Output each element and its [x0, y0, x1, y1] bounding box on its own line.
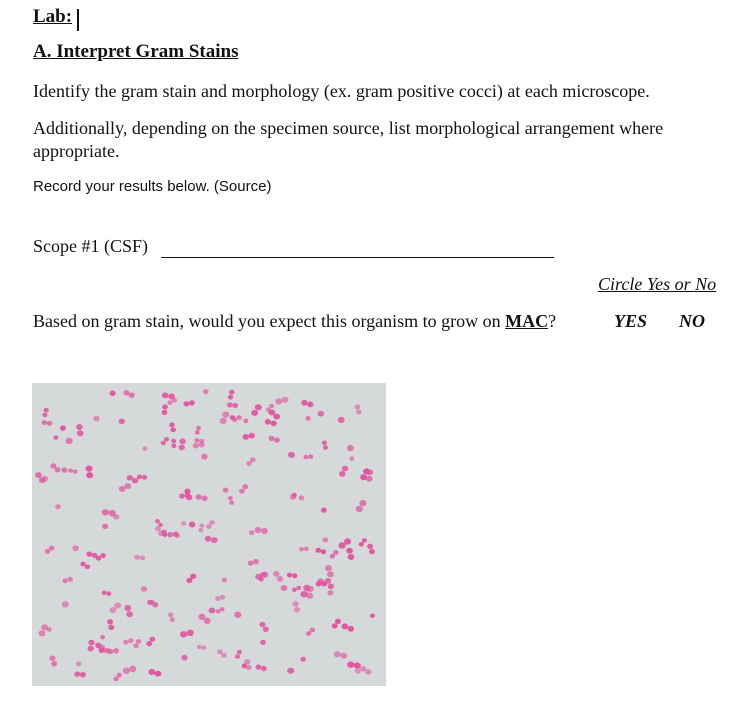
coccus-cell — [170, 617, 175, 622]
coccus-cell — [327, 590, 333, 595]
coccus-cell — [229, 390, 234, 395]
coccus-cell — [44, 408, 49, 413]
mac-question — [33, 311, 556, 332]
record-prompt: Record your results below. (Source) — [33, 178, 272, 195]
coccus-cell — [86, 552, 92, 557]
coccus-cell — [113, 648, 119, 653]
scope-1-label: Scope #1 (CSF) — [33, 236, 149, 256]
coccus-cell — [35, 472, 42, 478]
coccus-cell — [362, 538, 367, 543]
coccus-cell — [369, 549, 375, 554]
coccus-cell — [370, 614, 375, 618]
coccus-cell — [316, 548, 322, 553]
coccus-cell — [359, 542, 364, 547]
coccus-cell — [321, 549, 327, 554]
coccus-cell — [194, 438, 199, 443]
coccus-cell — [234, 612, 241, 618]
coccus-cell — [228, 496, 233, 500]
coccus-cell — [80, 562, 85, 567]
coccus-cell — [60, 425, 66, 430]
coccus-cell — [274, 437, 280, 442]
coccus-cell — [181, 655, 187, 661]
coccus-cell — [227, 402, 233, 407]
coccus-cell — [269, 436, 275, 441]
coccus-cell — [275, 398, 282, 404]
coccus-cell — [317, 579, 324, 585]
coccus-cell — [300, 591, 307, 597]
coccus-cell — [249, 433, 255, 439]
coccus-cell — [365, 669, 371, 675]
coccus-cell — [39, 477, 46, 483]
coccus-cell — [169, 423, 174, 428]
coccus-cell — [132, 478, 138, 484]
coccus-cell — [137, 475, 142, 480]
coccus-cell — [102, 524, 108, 529]
coccus-cell — [85, 564, 90, 569]
coccus-cell — [142, 446, 147, 451]
instruction-1: Identify the gram stain and morphology (ex. gram positive cocci) at each microscope. — [33, 81, 650, 101]
coccus-cell — [260, 622, 266, 627]
coccus-cell — [261, 572, 268, 578]
coccus-cell — [292, 573, 297, 578]
coccus-cell — [360, 474, 367, 480]
coccus-cell — [273, 571, 279, 577]
coccus-cell — [347, 445, 354, 451]
coccus-cell — [168, 394, 175, 400]
coccus-cell — [164, 437, 169, 442]
coccus-cell — [181, 521, 186, 526]
coccus-cell — [282, 397, 289, 403]
coccus-cell — [198, 614, 205, 620]
coccus-cell — [140, 555, 146, 560]
coccus-cell — [349, 456, 354, 460]
coccus-cell — [353, 663, 359, 669]
coccus-cell — [100, 635, 105, 640]
coccus-cell — [68, 577, 73, 582]
coccus-cell — [363, 468, 370, 474]
coccus-cell — [124, 605, 131, 611]
coccus-cell — [266, 407, 271, 412]
coccus-cell — [99, 648, 105, 654]
coccus-cell — [303, 585, 310, 591]
coccus-cell — [150, 600, 155, 605]
coccus-cell — [237, 650, 242, 655]
coccus-cell — [325, 578, 331, 584]
coccus-cell — [51, 661, 57, 666]
coccus-cell — [199, 528, 204, 532]
coccus-cell — [123, 668, 130, 674]
coccus-cell — [72, 545, 79, 551]
coccus-cell — [88, 640, 94, 646]
coccus-cell — [100, 553, 106, 558]
coccus-cell — [186, 494, 192, 500]
coccus-cell — [299, 547, 304, 552]
coccus-cell — [196, 426, 201, 430]
coccus-cell — [88, 646, 94, 652]
coccus-cell — [301, 400, 307, 406]
microscope-image-icon — [32, 383, 386, 686]
coccus-cell — [199, 524, 204, 528]
coccus-cell — [205, 536, 212, 542]
coccus-cell — [340, 653, 347, 659]
lab-label: Lab: — [33, 6, 73, 27]
coccus-cell — [310, 628, 315, 633]
coccus-cell — [323, 445, 328, 450]
coccus-cell — [230, 415, 235, 420]
scope-1-answer-line[interactable] — [161, 257, 554, 258]
coccus-cell — [55, 504, 61, 509]
coccus-cell — [117, 673, 122, 678]
coccus-cell — [299, 495, 305, 500]
coccus-cell — [50, 656, 56, 661]
coccus-cell — [107, 619, 113, 624]
coccus-cell — [171, 427, 176, 432]
coccus-cell — [255, 527, 262, 533]
coccus-cell — [62, 601, 69, 607]
coccus-cell — [318, 411, 325, 417]
coccus-cell — [102, 509, 109, 515]
coccus-cell — [136, 639, 141, 644]
coccus-cell — [222, 412, 229, 418]
question-suffix: ? — [548, 311, 557, 331]
coccus-cell — [53, 435, 58, 439]
coccus-cell — [287, 668, 294, 674]
coccus-cell — [339, 542, 346, 548]
coccus-cell — [134, 555, 140, 560]
coccus-cell — [333, 550, 338, 555]
coccus-cell — [335, 619, 341, 624]
coccus-cell — [223, 488, 229, 493]
coccus-cell — [260, 640, 266, 645]
coccus-cell — [173, 532, 179, 537]
coccus-cell — [308, 454, 313, 459]
coccus-cell — [334, 651, 341, 657]
answer-no[interactable]: NO — [679, 311, 705, 331]
coccus-cell — [222, 578, 227, 583]
coccus-cell — [126, 611, 133, 617]
coccus-cell — [55, 467, 61, 472]
coccus-cell — [187, 630, 194, 636]
coccus-cell — [108, 625, 114, 630]
coccus-cell — [306, 631, 311, 636]
coccus-cell — [86, 472, 93, 478]
coccus-cell — [125, 483, 132, 489]
coccus-cell — [273, 414, 280, 420]
coccus-cell — [178, 445, 185, 451]
coccus-cell — [356, 506, 363, 512]
coccus-cell — [292, 601, 298, 607]
coccus-cell — [197, 645, 202, 649]
coccus-cell — [142, 475, 147, 480]
coccus-cell — [220, 418, 227, 424]
coccus-cell — [359, 500, 366, 506]
coccus-cell — [179, 438, 186, 444]
gram-stain-micrograph — [32, 383, 386, 686]
coccus-cell — [356, 410, 362, 415]
coccus-cell — [155, 671, 162, 677]
coccus-cell — [346, 548, 353, 554]
coccus-cell — [171, 439, 176, 444]
coccus-cell — [221, 653, 226, 658]
coccus-cell — [203, 389, 209, 394]
coccus-cell — [184, 489, 190, 495]
coccus-cell — [307, 402, 313, 408]
coccus-cell — [201, 454, 207, 460]
coccus-cell — [93, 416, 100, 422]
coccus-cell — [209, 520, 214, 525]
coccus-cell — [180, 631, 187, 637]
coccus-cell — [342, 623, 349, 629]
text-cursor — [77, 9, 79, 31]
coccus-cell — [179, 493, 185, 498]
question-prefix: Based on gram stain, would you expect this organism to grow on — [33, 311, 506, 331]
coccus-cell — [243, 434, 249, 440]
coccus-cell — [255, 404, 262, 410]
coccus-cell — [80, 672, 86, 677]
coccus-cell — [294, 607, 300, 613]
coccus-cell — [141, 586, 148, 592]
coccus-cell — [322, 537, 328, 542]
coccus-cell — [249, 530, 255, 535]
coccus-cell — [228, 395, 233, 400]
coccus-cell — [253, 559, 259, 564]
coccus-cell — [41, 624, 48, 630]
coccus-cell — [367, 544, 373, 549]
coccus-cell — [162, 404, 168, 409]
coccus-cell — [92, 553, 98, 558]
coccus-cell — [106, 591, 111, 596]
coccus-cell — [189, 400, 195, 405]
coccus-cell — [271, 421, 277, 427]
coccus-cell — [199, 439, 204, 444]
coccus-cell — [325, 565, 332, 571]
coccus-cell — [220, 595, 225, 600]
coccus-cell — [246, 665, 252, 670]
coccus-cell — [184, 401, 190, 406]
coccus-cell — [292, 588, 297, 592]
coccus-cell — [232, 403, 238, 408]
coccus-cell — [239, 489, 245, 494]
coccus-cell — [63, 578, 68, 583]
coccus-cell — [327, 571, 334, 577]
coccus-cell — [281, 585, 288, 591]
coccus-cell — [167, 532, 173, 537]
coccus-cell — [86, 466, 93, 472]
coccus-cell — [128, 638, 133, 643]
circle-yes-no-hint: Circle Yes or No — [598, 274, 717, 294]
coccus-cell — [277, 576, 283, 582]
coccus-cell — [304, 455, 309, 460]
coccus-cell — [342, 466, 348, 472]
coccus-cell — [155, 519, 160, 523]
coccus-cell — [242, 484, 248, 489]
coccus-cell — [300, 657, 306, 662]
coccus-cell — [113, 514, 119, 520]
coccus-cell — [216, 609, 221, 613]
coccus-cell — [355, 405, 361, 410]
coccus-cell — [66, 438, 73, 444]
coccus-cell — [195, 430, 200, 434]
coccus-cell — [76, 661, 82, 666]
coccus-cell — [220, 607, 225, 611]
coccus-cell — [150, 637, 156, 642]
coccus-cell — [243, 419, 248, 424]
coccus-cell — [102, 591, 107, 596]
coccus-cell — [287, 573, 292, 578]
coccus-cell — [202, 645, 207, 649]
coccus-cell — [256, 664, 262, 669]
coccus-cell — [196, 494, 202, 500]
coccus-cell — [296, 586, 301, 590]
coccus-cell — [114, 602, 121, 608]
coccus-cell — [171, 444, 176, 449]
coccus-cell — [42, 420, 47, 425]
answer-yes[interactable]: YES — [614, 311, 648, 331]
coccus-cell — [129, 666, 136, 672]
coccus-cell — [186, 578, 192, 583]
coccus-cell — [250, 457, 256, 462]
coccus-cell — [332, 623, 338, 628]
coccus-cell — [255, 574, 262, 580]
coccus-cell — [68, 468, 73, 472]
mac-medium: MAC — [505, 311, 549, 331]
coccus-cell — [265, 419, 271, 425]
coccus-cell — [62, 468, 68, 473]
coccus-cell — [269, 404, 274, 409]
coccus-cell — [110, 607, 117, 613]
coccus-cell — [355, 668, 361, 674]
coccus-cell — [321, 508, 327, 513]
coccus-cell — [119, 419, 125, 425]
coccus-cell — [45, 549, 51, 554]
coccus-cell — [206, 524, 211, 529]
coccus-cell — [168, 613, 173, 618]
coccus-cell — [133, 643, 138, 648]
coccus-cell — [77, 430, 84, 436]
coccus-cell — [129, 393, 135, 398]
coccus-cell — [204, 618, 211, 624]
coccus-cell — [237, 415, 242, 420]
section-title: A. Interpret Gram Stains — [33, 41, 239, 62]
coccus-cell — [322, 441, 327, 446]
coccus-cell — [74, 671, 80, 676]
coccus-cell — [328, 583, 334, 589]
coccus-cell — [290, 494, 297, 500]
coccus-cell — [162, 410, 168, 415]
coccus-cell — [263, 627, 269, 632]
coccus-cell — [330, 554, 335, 559]
coccus-cell — [201, 496, 207, 502]
coccus-cell — [338, 417, 345, 423]
coccus-cell — [42, 413, 47, 418]
coccus-cell — [304, 547, 309, 552]
coccus-cell — [235, 654, 240, 659]
coccus-cell — [251, 410, 258, 416]
coccus-cell — [261, 528, 268, 534]
coccus-cell — [110, 390, 116, 396]
coccus-cell — [73, 469, 78, 473]
coccus-cell — [211, 537, 218, 543]
coccus-cell — [47, 421, 52, 426]
coccus-cell — [76, 424, 83, 430]
coccus-cell — [288, 452, 295, 458]
coccus-cell — [113, 677, 118, 682]
coccus-cell — [158, 531, 164, 536]
coccus-cell — [146, 641, 152, 646]
coccus-cell — [305, 416, 310, 421]
coccus-cell — [49, 546, 55, 551]
coccus-cell — [248, 561, 254, 566]
coccus-cell — [246, 461, 252, 466]
coccus-cell — [189, 522, 196, 528]
coccus-cell — [261, 666, 267, 671]
coccus-cell — [124, 390, 130, 395]
coccus-cell — [229, 501, 234, 505]
coccus-cell — [193, 443, 199, 449]
coccus-cell — [155, 526, 161, 531]
coccus-cell — [348, 554, 355, 560]
coccus-cell — [39, 630, 46, 636]
coccus-cell — [119, 486, 126, 492]
instruction-2: Additionally, depending on the specimen source, list morphological arrangement where appropriate. — [33, 118, 664, 161]
coccus-cell — [215, 596, 220, 601]
coccus-cell — [339, 471, 345, 477]
coccus-cell — [95, 643, 101, 649]
coccus-cell — [244, 659, 250, 664]
coccus-cell — [167, 400, 172, 405]
coccus-cell — [162, 392, 169, 398]
coccus-cell — [123, 640, 128, 645]
coccus-cell — [148, 669, 155, 675]
coccus-cell — [161, 441, 166, 446]
coccus-cell — [347, 661, 354, 667]
coccus-cell — [348, 626, 355, 632]
coccus-cell — [209, 608, 216, 614]
